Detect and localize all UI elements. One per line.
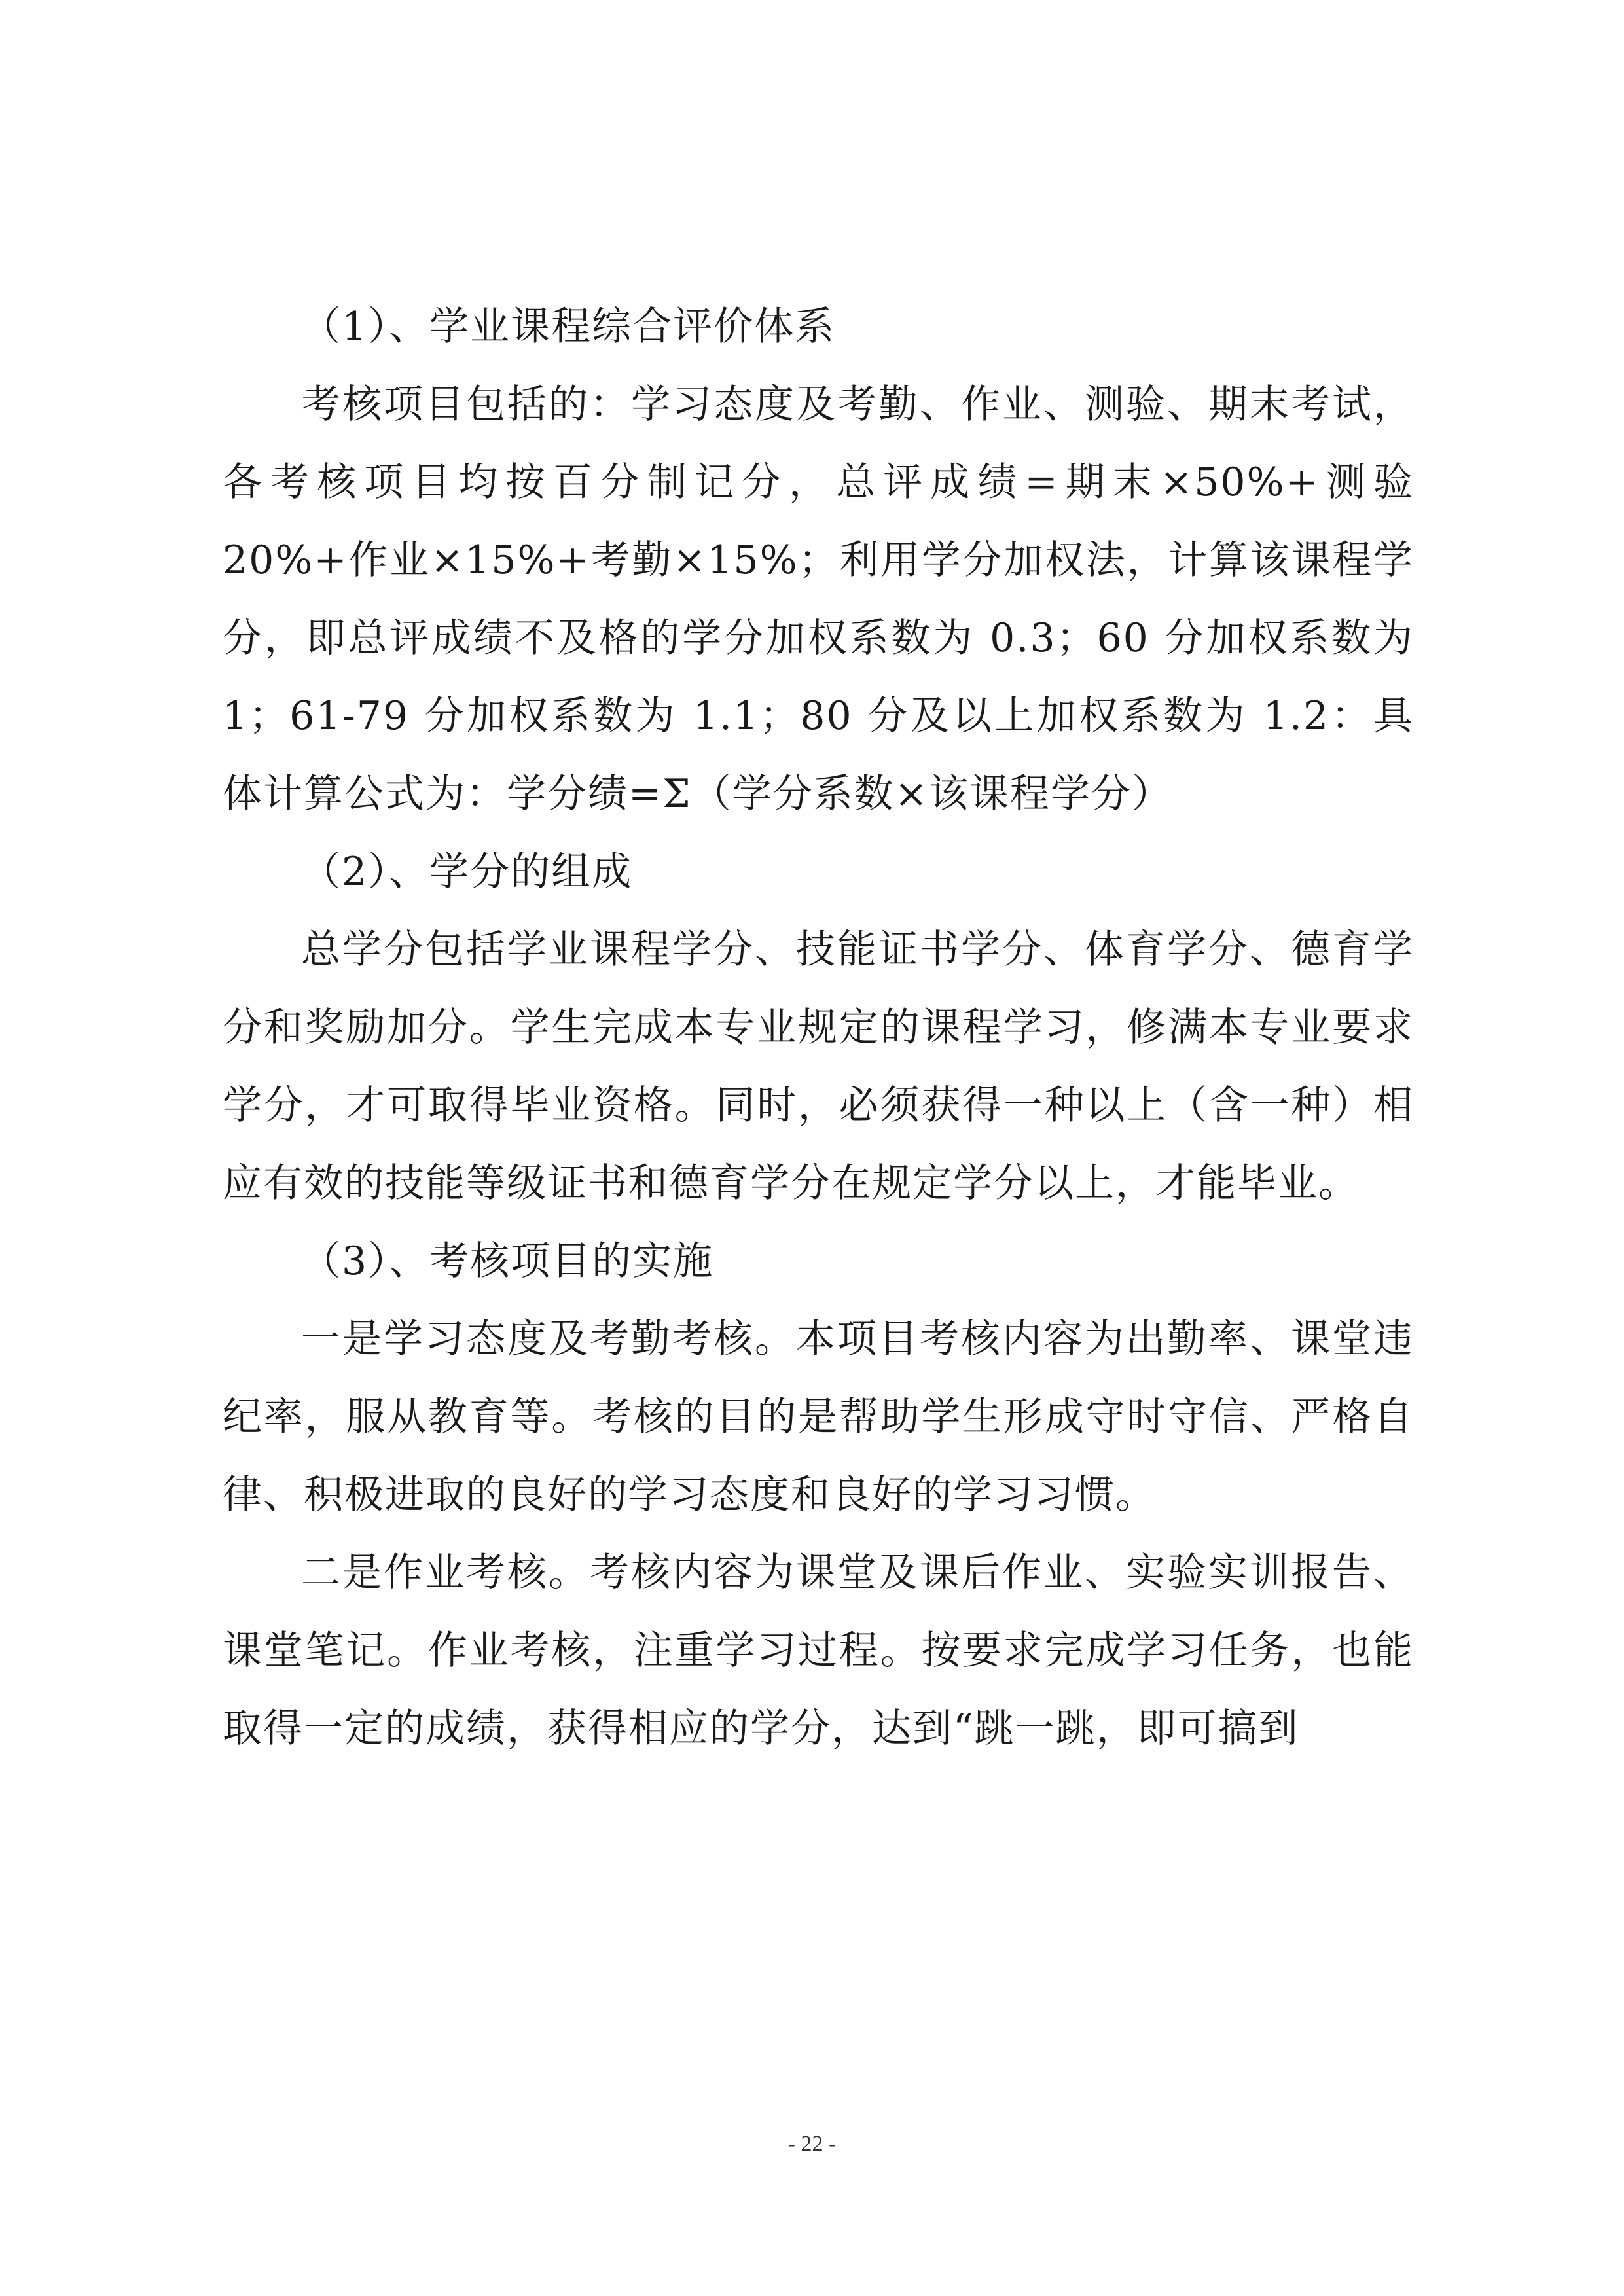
paragraph-evaluation-items: 考核项目包括的：学习态度及考勤、作业、测验、期末考试，各考核项目均按百分制记分，总评成绩=期末×50%+测验 20%+作业×15%+考勤×15%；利用学分加权法，计算该课程学分，即总评成绩不及格的学分加权系数为 0.3；60 分加权系数为 1；61-79 分加权系数为 1.1；80 分及以上加权系数为 1.2：具体计算公式为：学分绩=Σ（学分系数×该课程学分） [223,382,1414,817]
section-heading-1: （1）、学业课程综合评价体系 [301,304,836,350]
paragraph-attendance-assessment: 一是学习态度及考勤考核。本项目考核内容为出勤率、课堂违纪率，服从教育等。考核的目的是帮助学生形成守时守信、严格自律、积极进取的良好的学习态度和良好的学习习惯。 [223,1316,1414,1518]
section-heading-3: （3）、考核项目的实施 [301,1238,714,1284]
section-heading-2: （2）、学分的组成 [301,849,633,895]
document-body [223,288,1414,1768]
paragraph-credit-composition: 总学分包括学业课程学分、技能证书学分、体育学分、德育学分和奖励加分。学生完成本专业规定的课程学习，修满本专业要求学分，才可取得毕业资格。同时，必须获得一种以上（含一种）相应有效的技能等级证书和德育学分在规定学分以上，才能毕业。 [223,927,1414,1206]
page-number: - 22 - [787,2132,837,2156]
paragraph-homework-assessment: 二是作业考核。考核内容为课堂及课后作业、实验实训报告、课堂笔记。作业考核，注重学习过程。按要求完成学习任务，也能取得一定的成绩，获得相应的学分，达到“跳一跳，即可搞到 [223,1550,1414,1751]
